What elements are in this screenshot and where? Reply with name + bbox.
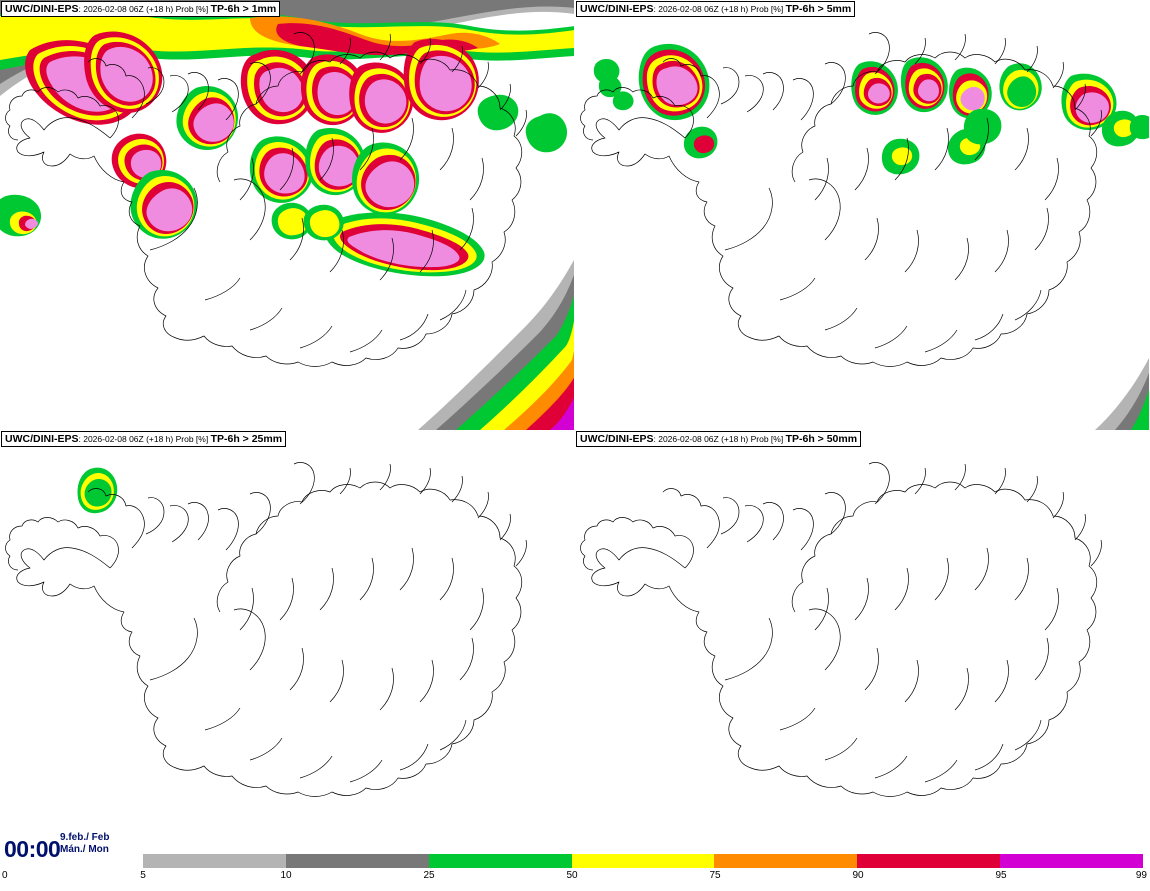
model-label: UWC/DINI-EPS <box>5 3 79 15</box>
threshold-label: TP-6h > 25mm <box>210 433 283 445</box>
model-label: UWC/DINI-EPS <box>580 433 654 445</box>
colorbar-tick-95: 95 <box>995 870 1007 881</box>
threshold-label: TP-6h > 50mm <box>785 433 858 445</box>
model-label: UWC/DINI-EPS <box>580 3 654 15</box>
map-panel-50mm[interactable] <box>575 430 1150 860</box>
colorbar-swatch-3 <box>572 854 715 868</box>
colorbar-tick-90: 90 <box>852 870 864 881</box>
colorbar-swatch-4 <box>714 854 857 868</box>
colorbar-tick-50: 50 <box>566 870 578 881</box>
map-canvas-50mm[interactable] <box>575 430 1149 860</box>
probability-field-50mm <box>575 430 1150 860</box>
colorbar-label-min: 0 <box>2 870 8 881</box>
colorbar-labels <box>0 870 1150 890</box>
run-label: : 2026-02-08 06Z (+18 h) Prob [%] <box>78 434 211 444</box>
panel-title-25mm <box>1 431 286 447</box>
threshold-label: TP-6h > 5mm <box>785 3 852 15</box>
colorbar-swatch-0 <box>143 854 286 868</box>
panel-title-50mm <box>576 431 861 447</box>
run-label: : 2026-02-08 06Z (+18 h) Prob [%] <box>78 4 211 14</box>
map-canvas-5mm[interactable] <box>575 0 1149 430</box>
run-label: : 2026-02-08 06Z (+18 h) Prob [%] <box>653 434 786 444</box>
probability-field-5mm <box>575 0 1150 430</box>
valid-date-line1: 9.feb./ Feb <box>60 832 110 843</box>
footer-bar <box>0 832 1150 891</box>
map-panel-25mm[interactable] <box>0 430 575 860</box>
panel-title-1mm <box>1 1 280 17</box>
colorbar-swatch-5 <box>857 854 1000 868</box>
run-label: : 2026-02-08 06Z (+18 h) Prob [%] <box>653 4 786 14</box>
colorbar-swatch-1 <box>286 854 429 868</box>
threshold-label: TP-6h > 1mm <box>210 3 277 15</box>
colorbar-swatch-2 <box>429 854 572 868</box>
probability-field-1mm <box>0 0 575 430</box>
panel-title-5mm <box>576 1 855 17</box>
valid-date <box>60 832 109 856</box>
map-panel-5mm[interactable] <box>575 0 1150 430</box>
valid-time: 00:00 <box>4 836 61 862</box>
colorbar-tick-25: 25 <box>423 870 435 881</box>
probability-field-25mm <box>0 430 575 860</box>
colorbar-label-max: 99 <box>1135 870 1147 881</box>
colorbar-tick-75: 75 <box>709 870 721 881</box>
map-canvas-25mm[interactable] <box>0 430 574 860</box>
colorbar <box>143 854 1143 868</box>
map-canvas-1mm[interactable] <box>0 0 574 430</box>
colorbar-tick-10: 10 <box>280 870 292 881</box>
colorbar-swatch-6 <box>1000 854 1143 868</box>
model-label: UWC/DINI-EPS <box>5 433 79 445</box>
colorbar-tick-5: 5 <box>140 870 146 881</box>
valid-date-line2: Mán./ Mon <box>60 844 109 855</box>
map-panel-1mm[interactable] <box>0 0 575 430</box>
